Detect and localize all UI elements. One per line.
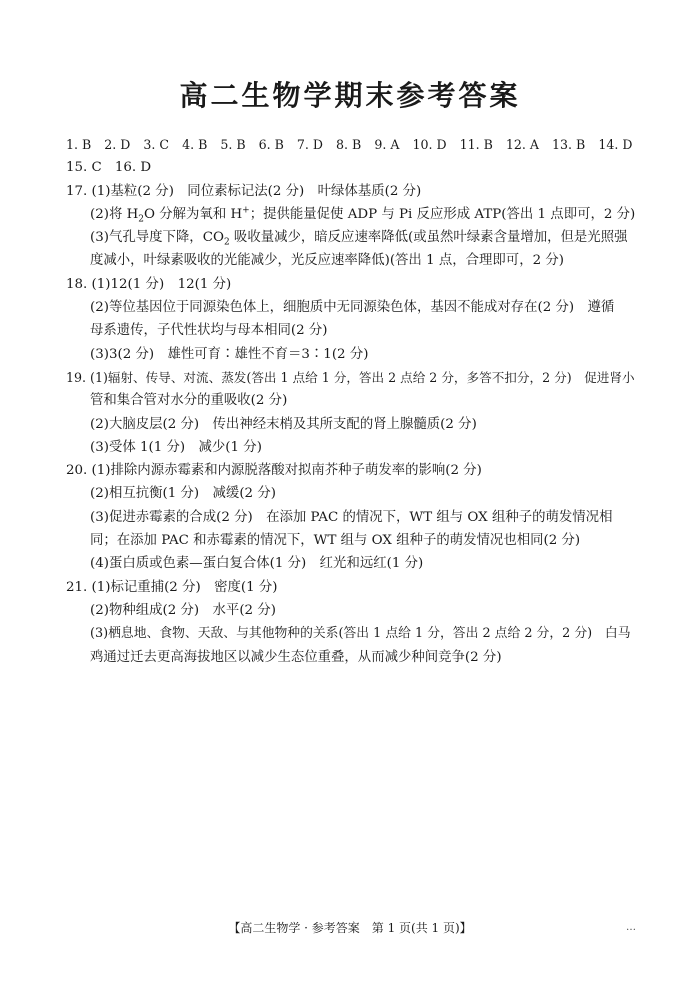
- mc-answer: 15. C: [66, 160, 102, 176]
- mc-answer: 8. B: [336, 137, 362, 152]
- mc-answer: 3. C: [143, 137, 170, 152]
- q19-line-1: 19. (1)辐射、传导、对流、蒸发(答出 1 点给 1 分，答出 2 点给 2 分，多答不扣分，2 分) 促进肾小: [66, 369, 635, 385]
- mc-answer: 1. B: [66, 137, 92, 152]
- mc-answer: 6. B: [258, 137, 284, 152]
- mc-answers-row-1: [66, 133, 636, 156]
- mc-answer: 13. B: [552, 137, 586, 152]
- mc-answer: 2. D: [104, 137, 131, 152]
- q18-line-3: 母系遗传，子代性状均与母本相同(2 分): [90, 323, 328, 339]
- q21-line-3: (3)栖息地、食物、天敌、与其他物种的关系(答出 1 点给 1 分，答出 2 点给 2 分，2 分) 白马: [90, 626, 631, 642]
- mc-answer: 5. B: [220, 137, 246, 152]
- mc-answer: 12. A: [505, 137, 540, 152]
- q21-line-4: 鸡通过迁去更高海拔地区以减少生态位重叠，从而减少种间竞争(2 分): [90, 649, 502, 665]
- mc-answer: 14. D: [598, 137, 633, 152]
- q17-line-1: 17. (1)基粒(2 分) 同位素标记法(2 分) 叶绿体基质(2 分): [66, 183, 422, 199]
- q18-line-2: (2)等位基因位于同源染色体上，细胞质中无同源染色体，基因不能成对存在(2 分) 遵循: [90, 300, 615, 316]
- q19-line-4: (3)受体 1(1 分) 减少(1 分): [90, 439, 262, 455]
- q20-line-1: 20. (1)排除内源赤霉素和内源脱落酸对拟南芥种子萌发率的影响(2 分): [66, 463, 482, 479]
- q19-line-3: (2)大脑皮层(2 分) 传出神经末梢及其所支配的肾上腺髓质(2 分): [90, 416, 477, 432]
- q18-line-1: 18. (1)12(1 分) 12(1 分): [66, 276, 232, 292]
- corner-mark: …: [626, 922, 636, 933]
- q20-line-3: (3)促进赤霉素的合成(2 分) 在添加 PAC 的情况下，WT 组与 OX 组种子的萌发情况相: [90, 509, 613, 525]
- q19-line-2: 管和集合管对水分的重吸收(2 分): [90, 393, 288, 409]
- q20-line-5: (4)蛋白质或色素—蛋白复合体(1 分) 红光和远红(1 分): [90, 556, 424, 572]
- mc-answer: 9. A: [374, 137, 400, 152]
- q21-line-2: (2)物种组成(2 分) 水平(2 分): [90, 602, 276, 618]
- q18-line-4: (3)3(2 分) 雄性可育∶雄性不育＝3∶1(2 分): [90, 346, 369, 362]
- page-title: 高二生物学期末参考答案: [179, 79, 521, 112]
- page-footer: 【高二生物学 · 参考答案 第 1 页(共 1 页)】: [228, 921, 472, 935]
- q17-line-4: 度减小，叶绿素吸收的光能减少，光反应速率降低)(答出 1 点，合理即可，2 分): [90, 253, 564, 269]
- mc-answer: 11. B: [459, 137, 493, 152]
- q20-line-4: 同；在添加 PAC 和赤霉素的情况下，WT 组与 OX 组种子的萌发情况也相同(2 分): [90, 533, 581, 549]
- answer-body: [66, 133, 636, 669]
- mc-answer: 16. D: [114, 160, 152, 176]
- q17-line-2: (2)将 $H_2O$ 分解为氧和 H+；提供能量促使 ADP 与 Pi 反应形成 ATP(答出 1 点即可，2 分): [90, 205, 636, 225]
- mc-answers-row-2: [66, 156, 636, 179]
- mc-answer: 4. B: [182, 137, 208, 152]
- q17-line-3: (3)气孔导度下降，$CO_2$ 吸收量减少，暗反应速率降低(或虽然叶绿素含量增加，但是光照强: [90, 230, 628, 248]
- q20-line-2: (2)相互抗衡(1 分) 减缓(2 分): [90, 486, 276, 502]
- mc-answer: 7. D: [296, 137, 324, 152]
- q21-line-1: 21. (1)标记重捕(2 分) 密度(1 分): [66, 579, 278, 595]
- mc-answer: 10. D: [412, 137, 447, 152]
